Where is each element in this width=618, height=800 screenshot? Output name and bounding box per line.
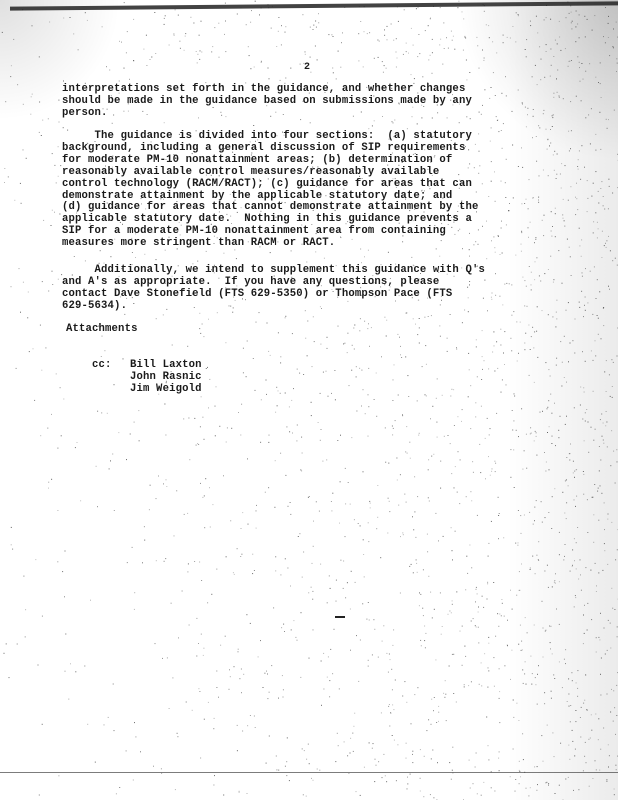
scan-bottom-edge <box>0 772 618 773</box>
paragraph-contact: Additionally, we intend to supplement this guidance with Q's and A's as appropriate. If you have any questions, please contact Dave Stonefield (FTS 629-5350) or Thompson Pace (FTS 629-5634). <box>62 264 485 312</box>
page-number: 2 <box>304 62 311 73</box>
cc-block <box>66 348 202 408</box>
cc-name: John Rasnic <box>130 370 202 383</box>
cc-label: cc: <box>92 358 112 371</box>
attachments-label: Attachments <box>66 323 138 335</box>
paragraph-continuation: interpretations set forth in the guidance, and whether changes should be made in the guidance based on submissions made by any person. <box>62 83 472 119</box>
paragraph-sections: The guidance is divided into four sections: (a) statutory background, including a general discussion of SIP requirements for moderate PM-10 nonattainment areas; (b) determination of reasonably available control measures/reasonably available control technology (RACM/RACT); (c) guidance for areas that can demonstrate attainment by the applicable statutory date; and (d) guidance for areas that cannot demonstrate attainment by the applicable statutory date. Nothing in this guidance prevents a SIP for a moderate PM-10 nonattainment area from containing measures more stringent than RACM or RACT. <box>62 130 479 250</box>
scan-mark <box>335 616 345 618</box>
cc-name: Jim Weigold <box>130 382 202 395</box>
cc-name: Bill Laxton <box>130 358 202 371</box>
cc-names <box>130 360 202 396</box>
